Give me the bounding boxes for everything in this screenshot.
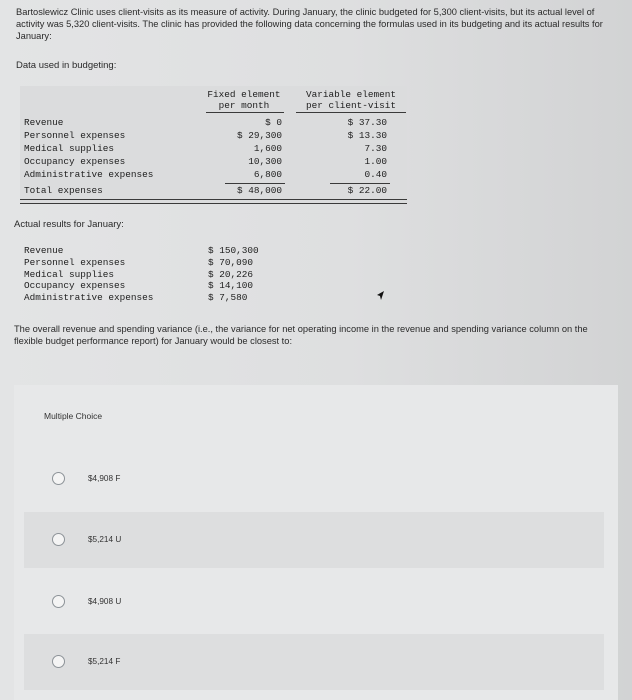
total-underline <box>330 183 390 184</box>
radio-button-icon[interactable] <box>52 472 65 485</box>
variable-value: $ 13.30 <box>347 129 387 141</box>
fixed-value: 1,600 <box>253 142 282 154</box>
budget-row-name: Revenue <box>24 117 64 128</box>
problem-intro: Bartoslewicz Clinic uses client-visits as its measure of activity. During January, the clinic budgeted for 5,300 client-visits, but its actual level of activity was 5,320 client-visits. The clinic has provided the following data concerning the formulas used in its budgeting and its actual results for January: <box>16 7 603 41</box>
header-underline <box>296 112 406 113</box>
actual-row-name: Personnel expenses <box>24 256 126 268</box>
answer-option-label[interactable]: $4,908 F <box>88 474 121 483</box>
header-underline <box>206 112 284 113</box>
variable-value: $ 37.30 <box>347 117 387 128</box>
variable-values <box>320 117 387 197</box>
actual-value: $ 150,300 <box>208 245 259 256</box>
variable-value: 1.00 <box>364 155 387 167</box>
budget-row-name: Administrative expenses <box>24 168 154 180</box>
actual-row-name: Occupancy expenses <box>24 280 126 292</box>
variable-element-header: Variable element per client-visit <box>305 89 396 111</box>
fixed-values <box>212 117 282 197</box>
fixed-value: $ 29,300 <box>236 129 282 141</box>
variable-total: $ 22.00 <box>347 184 387 196</box>
mouse-pointer-icon <box>375 290 387 302</box>
answer-option-label[interactable]: $5,214 U <box>88 535 122 544</box>
actual-value: $ 14,100 <box>208 280 254 292</box>
variable-value: 0.40 <box>364 168 387 180</box>
budget-row-labels <box>24 117 153 197</box>
radio-button-icon[interactable] <box>52 655 65 668</box>
budget-row-name: Occupancy expenses <box>24 155 126 167</box>
fixed-value: $ 0 <box>265 117 282 128</box>
total-double-underline <box>20 199 407 204</box>
question-text: The overall revenue and spending variance (i.e., the variance for net operating income in the revenue and spending variance column on the flexible budget performance report) for January would be closest to: <box>14 324 588 346</box>
multiple-choice-title: Multiple Choice <box>44 411 103 421</box>
actual-value: $ 7,580 <box>208 292 248 304</box>
actual-values <box>208 245 268 304</box>
actual-results-label: Actual results for January: <box>14 219 124 230</box>
fixed-value: 6,800 <box>253 168 282 180</box>
budget-row-name: Personnel expenses <box>24 129 126 141</box>
fixed-value: 10,300 <box>248 155 282 167</box>
variable-value: 7.30 <box>364 142 387 154</box>
actual-value: $ 70,090 <box>208 256 254 268</box>
actual-value: $ 20,226 <box>208 268 254 280</box>
actual-row-name: Medical supplies <box>24 268 115 280</box>
budget-row-name: Medical supplies <box>24 142 115 154</box>
budget-data-label: Data used in budgeting: <box>16 60 117 71</box>
actual-row-labels <box>24 245 153 304</box>
actual-row-name: Administrative expenses <box>24 292 154 304</box>
budget-total-name: Total expenses <box>24 184 103 196</box>
actual-row-name: Revenue <box>24 245 64 256</box>
radio-button-icon[interactable] <box>52 533 65 546</box>
answer-option-label[interactable]: $5,214 F <box>88 657 121 666</box>
fixed-element-header: Fixed element per month <box>207 89 281 111</box>
radio-button-icon[interactable] <box>52 595 65 608</box>
fixed-total: $ 48,000 <box>236 184 282 196</box>
total-underline <box>225 183 285 184</box>
answer-option-label[interactable]: $4,908 U <box>88 597 122 606</box>
